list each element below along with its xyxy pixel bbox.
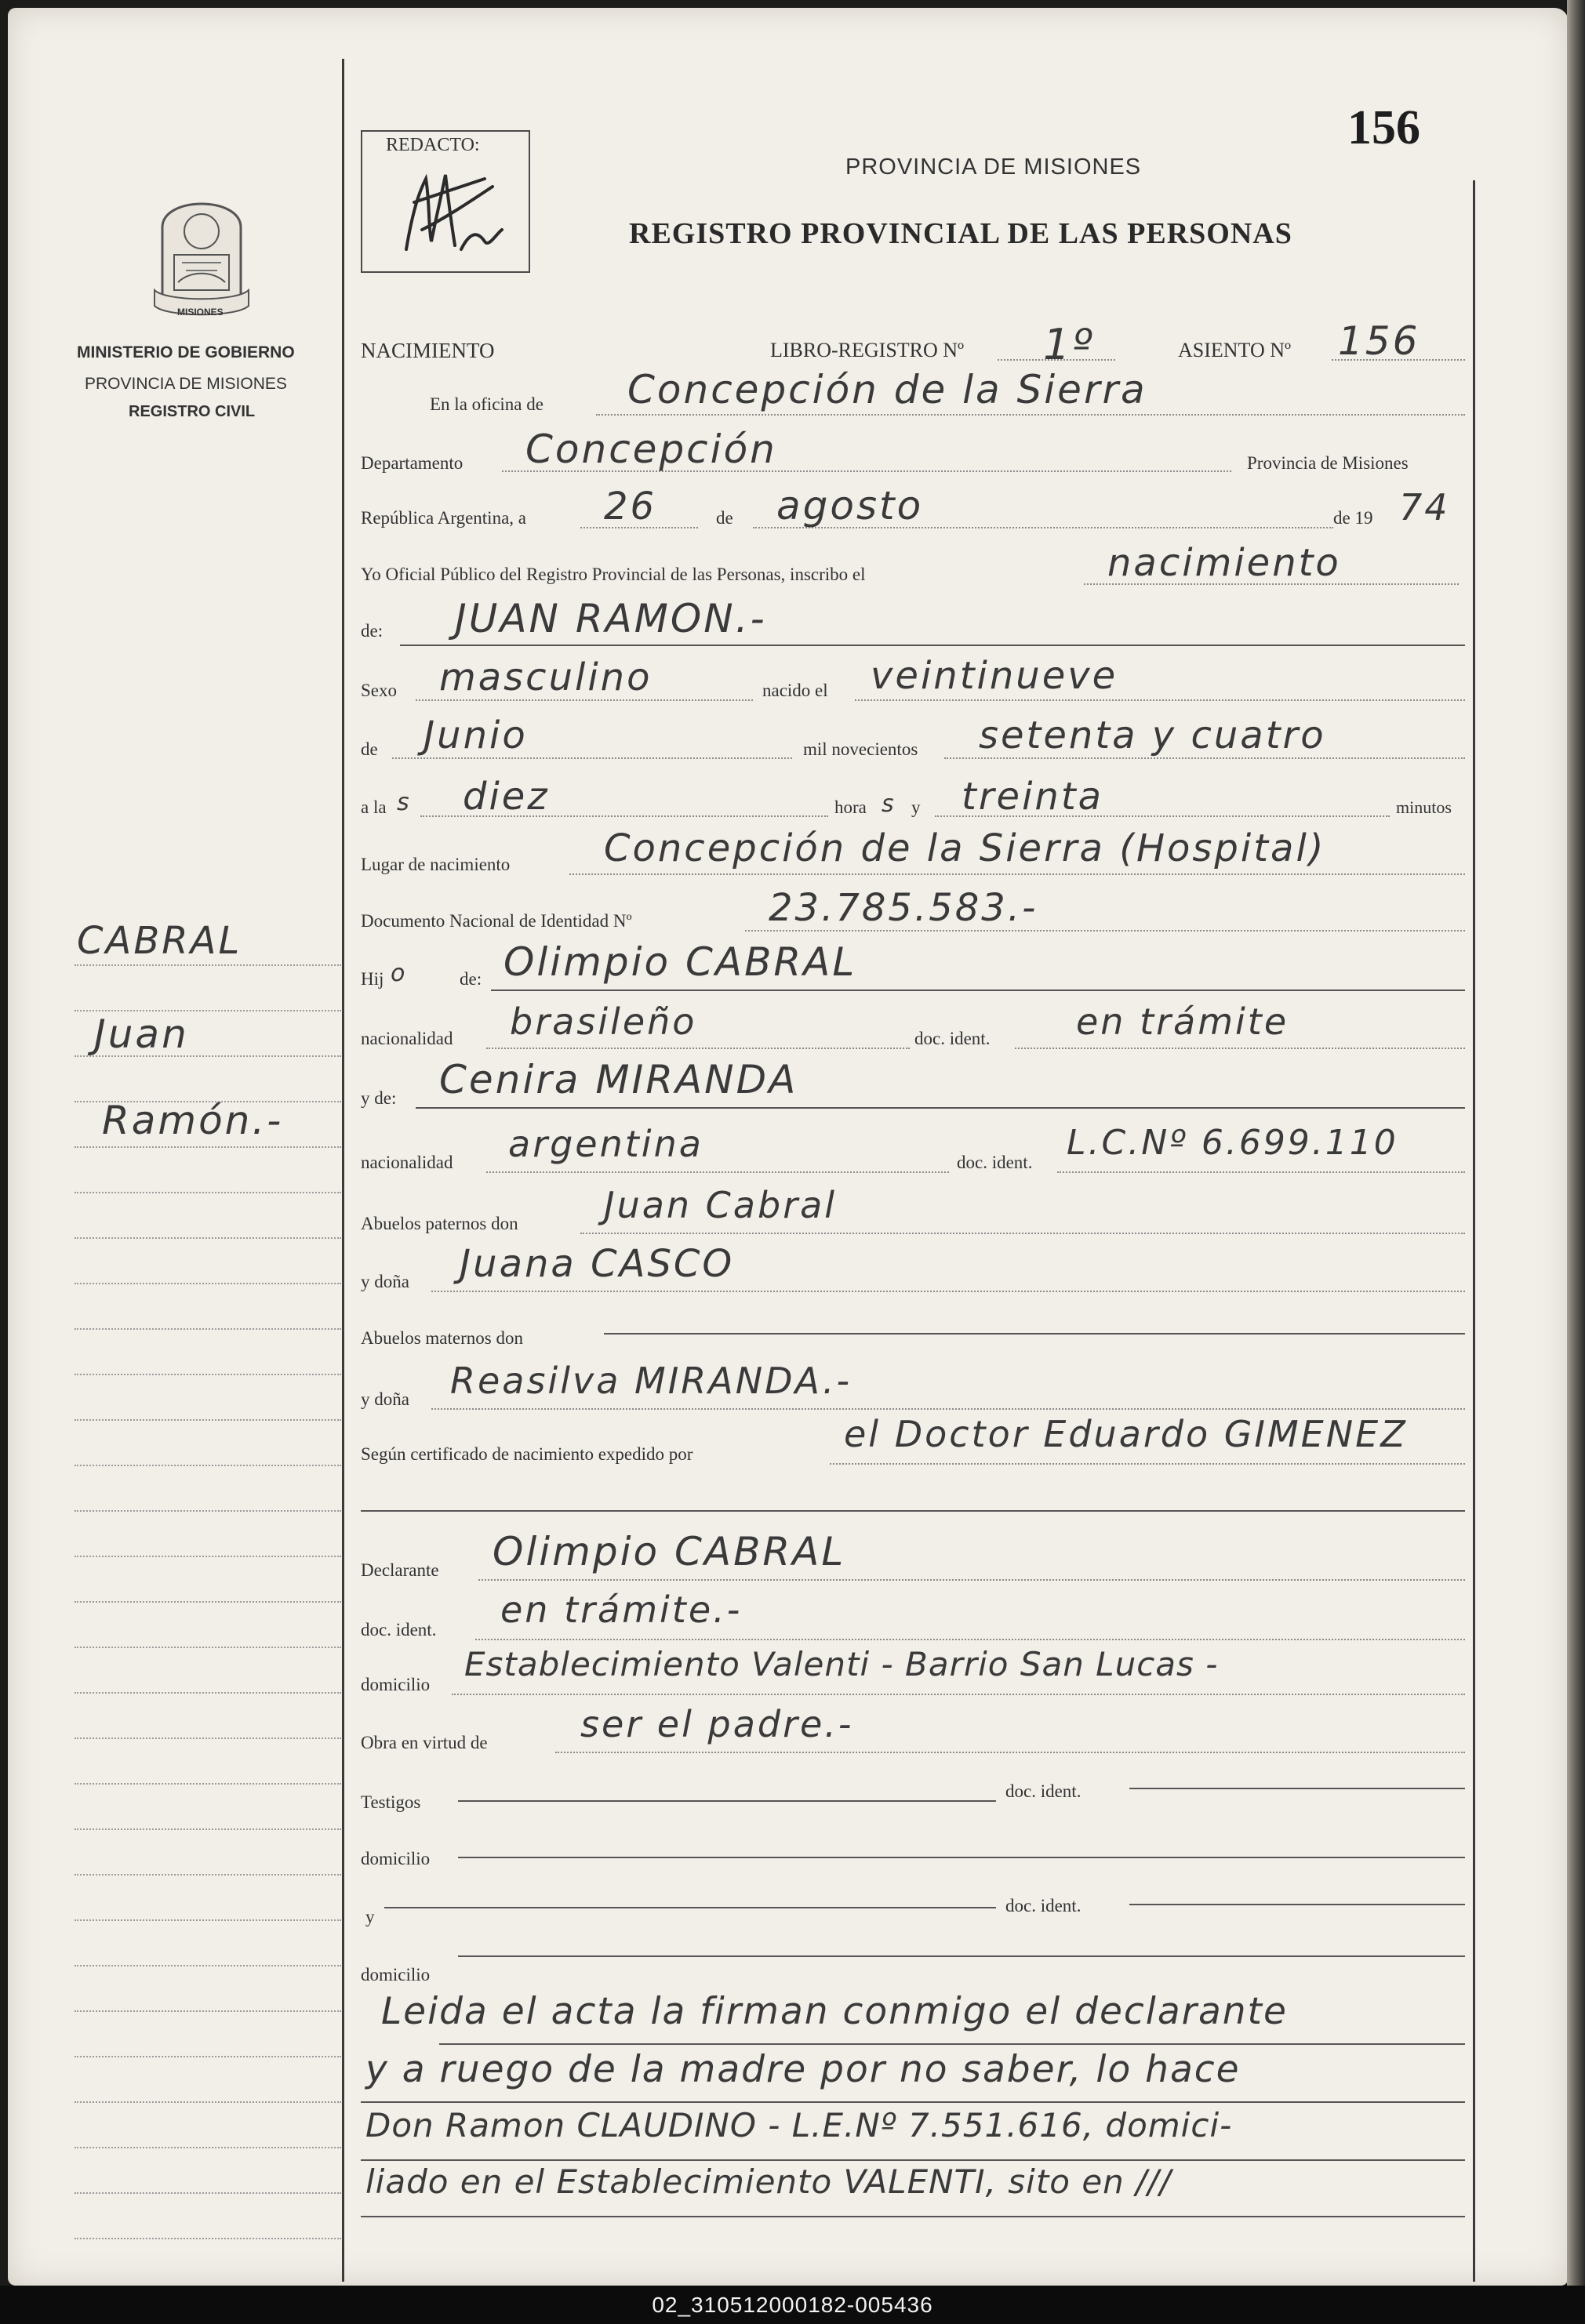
margin-given-name-2: Ramón.- bbox=[102, 1098, 284, 1143]
birth-year-value: setenta y cuatro bbox=[979, 714, 1326, 757]
notes-line bbox=[361, 2216, 1465, 2217]
mother-doc-label: doc. ident. bbox=[957, 1153, 1033, 1172]
paternal-grandmother-label: y doña bbox=[361, 1272, 409, 1291]
testigos-label: Testigos bbox=[361, 1792, 421, 1812]
dni-line bbox=[745, 930, 1465, 931]
margin-line bbox=[75, 2056, 341, 2057]
hijo-suffix: o bbox=[391, 960, 408, 987]
mother-label: y de: bbox=[361, 1088, 397, 1108]
margin-line bbox=[75, 2192, 341, 2194]
domicilio-value: Establecimiento Valenti - Barrio San Lucas - bbox=[464, 1645, 1219, 1683]
notes-line bbox=[439, 2043, 1465, 2045]
redacto-stamp bbox=[361, 130, 530, 273]
obra-label: Obra en virtud de bbox=[361, 1733, 488, 1752]
domicilio-label: domicilio bbox=[361, 1675, 431, 1694]
margin-line bbox=[75, 2101, 341, 2103]
minutes-value: treinta bbox=[962, 775, 1104, 819]
notes-line bbox=[361, 2159, 1465, 2161]
margin-line bbox=[75, 1647, 341, 1648]
hijo-label: Hij bbox=[361, 969, 384, 989]
birth-year-line bbox=[944, 757, 1465, 759]
day-value: 26 bbox=[604, 485, 657, 528]
name-de-label: de: bbox=[361, 621, 384, 641]
certificado-line bbox=[830, 1463, 1465, 1465]
birth-month-de-label: de bbox=[361, 739, 378, 759]
dni-value: 23.785.583.- bbox=[769, 886, 1038, 930]
mother-nationality-value: argentina bbox=[508, 1123, 703, 1165]
horas-suffix: s bbox=[882, 790, 896, 818]
margin-line bbox=[75, 1237, 341, 1239]
margin-line bbox=[75, 2238, 341, 2239]
right-margin-rule bbox=[1473, 180, 1475, 2282]
libro-label: LIBRO-REGISTRO Nº bbox=[770, 339, 965, 361]
certificado-value: el Doctor Eduardo GIMENEZ bbox=[844, 1413, 1408, 1455]
margin-line bbox=[75, 1692, 341, 1694]
nacido-value: veintinueve bbox=[871, 654, 1118, 698]
declarante-label: Declarante bbox=[361, 1560, 439, 1580]
note-line-1: Leida el acta la firman conmigo el declarante bbox=[381, 1990, 1288, 2033]
nacido-line bbox=[855, 699, 1465, 701]
a-las-label: a la bbox=[361, 797, 387, 817]
emblem-text: MISIONES bbox=[177, 307, 224, 318]
margin-given-name-1: Juan bbox=[94, 1011, 189, 1057]
libro-value: 1º bbox=[1043, 320, 1095, 369]
paternal-grandfather-line bbox=[580, 1233, 1465, 1234]
testigo2-doc-line bbox=[1129, 1904, 1465, 1905]
margin-line bbox=[75, 1374, 341, 1375]
lugar-line bbox=[569, 873, 1465, 875]
mother-nationality-line bbox=[486, 1171, 949, 1173]
testigo2-y-label: y bbox=[365, 1907, 375, 1926]
maternal-grandfather-label: Abuelos maternos don bbox=[361, 1328, 523, 1348]
mother-value: Cenira MIRANDA bbox=[439, 1057, 798, 1102]
margin-line bbox=[75, 1828, 341, 1830]
testigos-domicilio-label: domicilio bbox=[361, 1849, 431, 1868]
margin-line bbox=[75, 1465, 341, 1466]
margin-line bbox=[75, 1601, 341, 1603]
hijo-de-label: de: bbox=[460, 969, 482, 989]
father-line bbox=[491, 990, 1465, 991]
testigo2-domicilio-line bbox=[458, 1955, 1465, 1957]
page-number: 156 bbox=[1347, 101, 1420, 154]
certificado-label: Según certificado de nacimiento expedido por bbox=[361, 1444, 693, 1464]
paternal-grandmother-line bbox=[431, 1291, 1465, 1292]
act-type-label: NACIMIENTO bbox=[361, 339, 495, 362]
declarante-doc-line bbox=[475, 1639, 1465, 1640]
margin-line bbox=[75, 1283, 341, 1284]
ministry-line: MINISTERIO DE GOBIERNO bbox=[77, 343, 295, 361]
asiento-value: 156 bbox=[1338, 318, 1420, 364]
mother-doc-line bbox=[1057, 1171, 1465, 1173]
scan-id-footer: 02_310512000182-005436 bbox=[0, 2286, 1585, 2324]
note-line-3: Don Ramon CLAUDINO - L.E.Nº 7.551.616, domici- bbox=[365, 2106, 1233, 2144]
testigo2-line bbox=[384, 1907, 996, 1908]
departamento-value: Concepción bbox=[525, 427, 777, 472]
margin-line bbox=[75, 1192, 341, 1193]
paternal-grandfather-value: Juan Cabral bbox=[604, 1184, 838, 1226]
paternal-grandfather-label: Abuelos paternos don bbox=[361, 1214, 518, 1233]
province-line: PROVINCIA DE MISIONES bbox=[85, 375, 287, 393]
note-line-4: liado en el Establecimiento VALENTI, sito en /// bbox=[365, 2162, 1172, 2201]
father-value: Olimpio CABRAL bbox=[503, 939, 857, 985]
margin-line bbox=[75, 1328, 341, 1330]
margin-line bbox=[75, 1965, 341, 1966]
testigo2-domicilio-label: domicilio bbox=[361, 1965, 431, 1984]
minutos-label: minutos bbox=[1396, 797, 1452, 817]
declarante-doc-label: doc. ident. bbox=[361, 1620, 437, 1640]
testigos-domicilio-line bbox=[458, 1857, 1465, 1858]
province-coat-of-arms-icon bbox=[143, 196, 260, 321]
declarante-value: Olimpio CABRAL bbox=[493, 1529, 846, 1574]
father-doc-line bbox=[1015, 1048, 1465, 1049]
margin-line bbox=[75, 1556, 341, 1557]
asiento-label: ASIENTO Nº bbox=[1178, 339, 1292, 361]
sexo-value: masculino bbox=[439, 655, 653, 699]
lugar-value: Concepción de la Sierra (Hospital) bbox=[604, 826, 1326, 870]
margin-line bbox=[75, 2147, 341, 2148]
lugar-label: Lugar de nacimiento bbox=[361, 855, 511, 874]
left-margin-rule bbox=[342, 59, 344, 2282]
oficina-label: En la oficina de bbox=[430, 394, 543, 414]
margin-line bbox=[75, 1146, 341, 1148]
father-doc-value: en trámite bbox=[1076, 1000, 1289, 1043]
month-value: agosto bbox=[776, 483, 924, 528]
oficina-line bbox=[596, 414, 1465, 416]
maternal-grandmother-line bbox=[431, 1408, 1465, 1410]
oficial-label: Yo Oficial Público del Registro Provincial de las Personas, inscribo el bbox=[361, 565, 866, 584]
testigos-doc-line bbox=[1129, 1788, 1465, 1789]
mother-nationality-label: nacionalidad bbox=[361, 1153, 453, 1172]
paternal-grandmother-value: Juana CASCO bbox=[460, 1242, 735, 1286]
year-value: 74 bbox=[1399, 486, 1450, 528]
a-las-suffix: s bbox=[397, 789, 412, 816]
certificado-line-2 bbox=[361, 1510, 1465, 1512]
testigo2-doc-label: doc. ident. bbox=[1005, 1896, 1082, 1915]
registry-heading: REGISTRO PROVINCIAL DE LAS PERSONAS bbox=[629, 217, 1292, 250]
father-nationality-line bbox=[486, 1048, 910, 1049]
father-nationality-value: brasileño bbox=[510, 1000, 697, 1043]
margin-line bbox=[75, 1919, 341, 1921]
oficial-value: nacimiento bbox=[1107, 541, 1341, 585]
de-label: de bbox=[716, 508, 733, 528]
book-edge bbox=[1567, 0, 1585, 2286]
note-line-2: y a ruego de la madre por no saber, lo hace bbox=[365, 2048, 1241, 2091]
republica-label: República Argentina, a bbox=[361, 508, 526, 528]
civil-registry-line: REGISTRO CIVIL bbox=[129, 403, 256, 420]
mother-line bbox=[416, 1107, 1465, 1109]
declarante-line bbox=[478, 1579, 1465, 1581]
maternal-grandfather-line bbox=[604, 1333, 1465, 1334]
oficina-value: Concepción de la Sierra bbox=[627, 367, 1147, 412]
departamento-label: Departamento bbox=[361, 453, 464, 473]
margin-line bbox=[75, 1419, 341, 1421]
margin-surname: CABRAL bbox=[77, 919, 242, 963]
province-heading: PROVINCIA DE MISIONES bbox=[845, 154, 1142, 180]
hour-value: diez bbox=[463, 775, 550, 819]
notes-line bbox=[361, 2101, 1465, 2103]
margin-line bbox=[75, 1738, 341, 1739]
provincia-label: Provincia de Misiones bbox=[1247, 453, 1409, 473]
child-name: JUAN RAMON.- bbox=[455, 596, 767, 641]
testigos-line bbox=[458, 1800, 996, 1802]
name-line bbox=[400, 645, 1465, 646]
dni-label: Documento Nacional de Identidad Nº bbox=[361, 911, 632, 931]
obra-value: ser el padre.- bbox=[580, 1703, 854, 1745]
margin-line bbox=[75, 1874, 341, 1876]
obra-line bbox=[555, 1752, 1465, 1753]
margin-line bbox=[75, 2010, 341, 2012]
testigos-doc-label: doc. ident. bbox=[1005, 1781, 1082, 1801]
margin-line bbox=[75, 964, 341, 966]
year-label: de 19 bbox=[1333, 508, 1373, 528]
margin-line bbox=[75, 1783, 341, 1785]
horas-label: hora bbox=[834, 797, 867, 817]
margin-line bbox=[75, 1510, 341, 1512]
birth-month-line bbox=[392, 757, 792, 759]
stamp-label: REDACTO: bbox=[386, 135, 480, 155]
father-nationality-label: nacionalidad bbox=[361, 1029, 453, 1048]
maternal-grandmother-value: Reasilva MIRANDA.- bbox=[450, 1360, 852, 1402]
maternal-grandmother-label: y doña bbox=[361, 1389, 409, 1409]
father-doc-label: doc. ident. bbox=[914, 1029, 991, 1048]
y-label: y bbox=[911, 797, 921, 817]
mother-doc-value: L.C.Nº 6.699.110 bbox=[1067, 1123, 1398, 1163]
declarante-doc-value: en trámite.- bbox=[500, 1589, 743, 1631]
sexo-label: Sexo bbox=[361, 681, 397, 700]
domicilio-line bbox=[452, 1694, 1465, 1695]
sexo-line bbox=[416, 699, 753, 701]
mil-label: mil novecientos bbox=[803, 739, 918, 759]
nacido-label: nacido el bbox=[762, 681, 828, 700]
stamp-signature bbox=[367, 155, 524, 265]
birth-month-value: Junio bbox=[424, 714, 528, 757]
